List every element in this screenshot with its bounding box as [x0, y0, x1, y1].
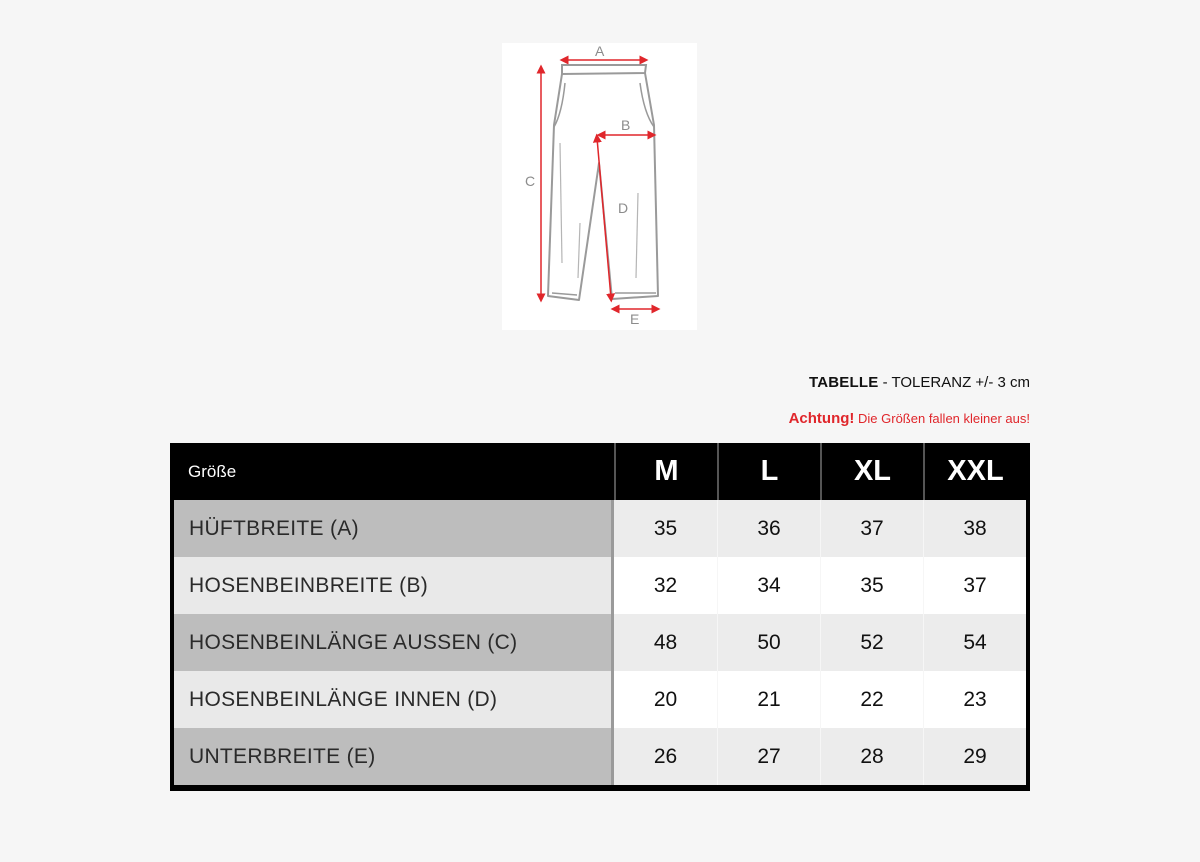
cell-value: 54	[923, 614, 1026, 671]
pants-outline-image	[502, 43, 697, 330]
cell-value: 26	[614, 728, 717, 785]
warning-bold: Achtung!	[788, 410, 855, 427]
row-label: HOSENBEINBREITE (B)	[174, 557, 614, 614]
table-heading	[809, 374, 1030, 391]
cell-value: 36	[717, 500, 820, 557]
cell-value: 21	[717, 671, 820, 728]
cell-value: 28	[820, 728, 923, 785]
table-row	[174, 614, 1026, 671]
cell-value: 29	[923, 728, 1026, 785]
label-c: C	[525, 173, 536, 189]
header-size-xxl: XXL	[923, 443, 1026, 500]
row-label: HÜFTBREITE (A)	[174, 500, 614, 557]
cell-value: 37	[820, 500, 923, 557]
table-row	[174, 728, 1026, 785]
cell-value: 38	[923, 500, 1026, 557]
size-warning	[789, 410, 1030, 427]
cell-value: 32	[614, 557, 717, 614]
pants-diagram	[502, 43, 697, 330]
row-label: HOSENBEINLÄNGE AUSSEN (C)	[174, 614, 614, 671]
size-table	[174, 443, 1026, 785]
cell-value: 37	[923, 557, 1026, 614]
label-e: E	[630, 311, 640, 327]
cell-value: 34	[717, 557, 820, 614]
cell-value: 52	[820, 614, 923, 671]
row-label: UNTERBREITE (E)	[174, 728, 614, 785]
cell-value: 22	[820, 671, 923, 728]
header-size-m: M	[614, 443, 717, 500]
warning-text: Die Größen fallen kleiner aus!	[854, 411, 1030, 426]
heading-bold: TABELLE	[808, 374, 879, 391]
cell-value: 35	[820, 557, 923, 614]
label-a: A	[595, 43, 605, 59]
cell-value: 23	[923, 671, 1026, 728]
cell-value: 20	[614, 671, 717, 728]
table-header-row	[174, 443, 1026, 500]
table-row	[174, 500, 1026, 557]
row-label: HOSENBEINLÄNGE INNEN (D)	[174, 671, 614, 728]
heading-rest: - TOLERANZ +/- 3 cm	[878, 374, 1030, 391]
cell-value: 35	[614, 500, 717, 557]
header-size-xl: XL	[820, 443, 923, 500]
cell-value: 50	[717, 614, 820, 671]
cell-value: 27	[717, 728, 820, 785]
label-d: D	[618, 200, 629, 216]
table-row	[174, 671, 1026, 728]
header-size-label: Größe	[174, 443, 614, 500]
size-table-frame	[170, 443, 1030, 791]
label-b: B	[621, 117, 631, 133]
table-row	[174, 557, 1026, 614]
header-size-l: L	[717, 443, 820, 500]
cell-value: 48	[614, 614, 717, 671]
